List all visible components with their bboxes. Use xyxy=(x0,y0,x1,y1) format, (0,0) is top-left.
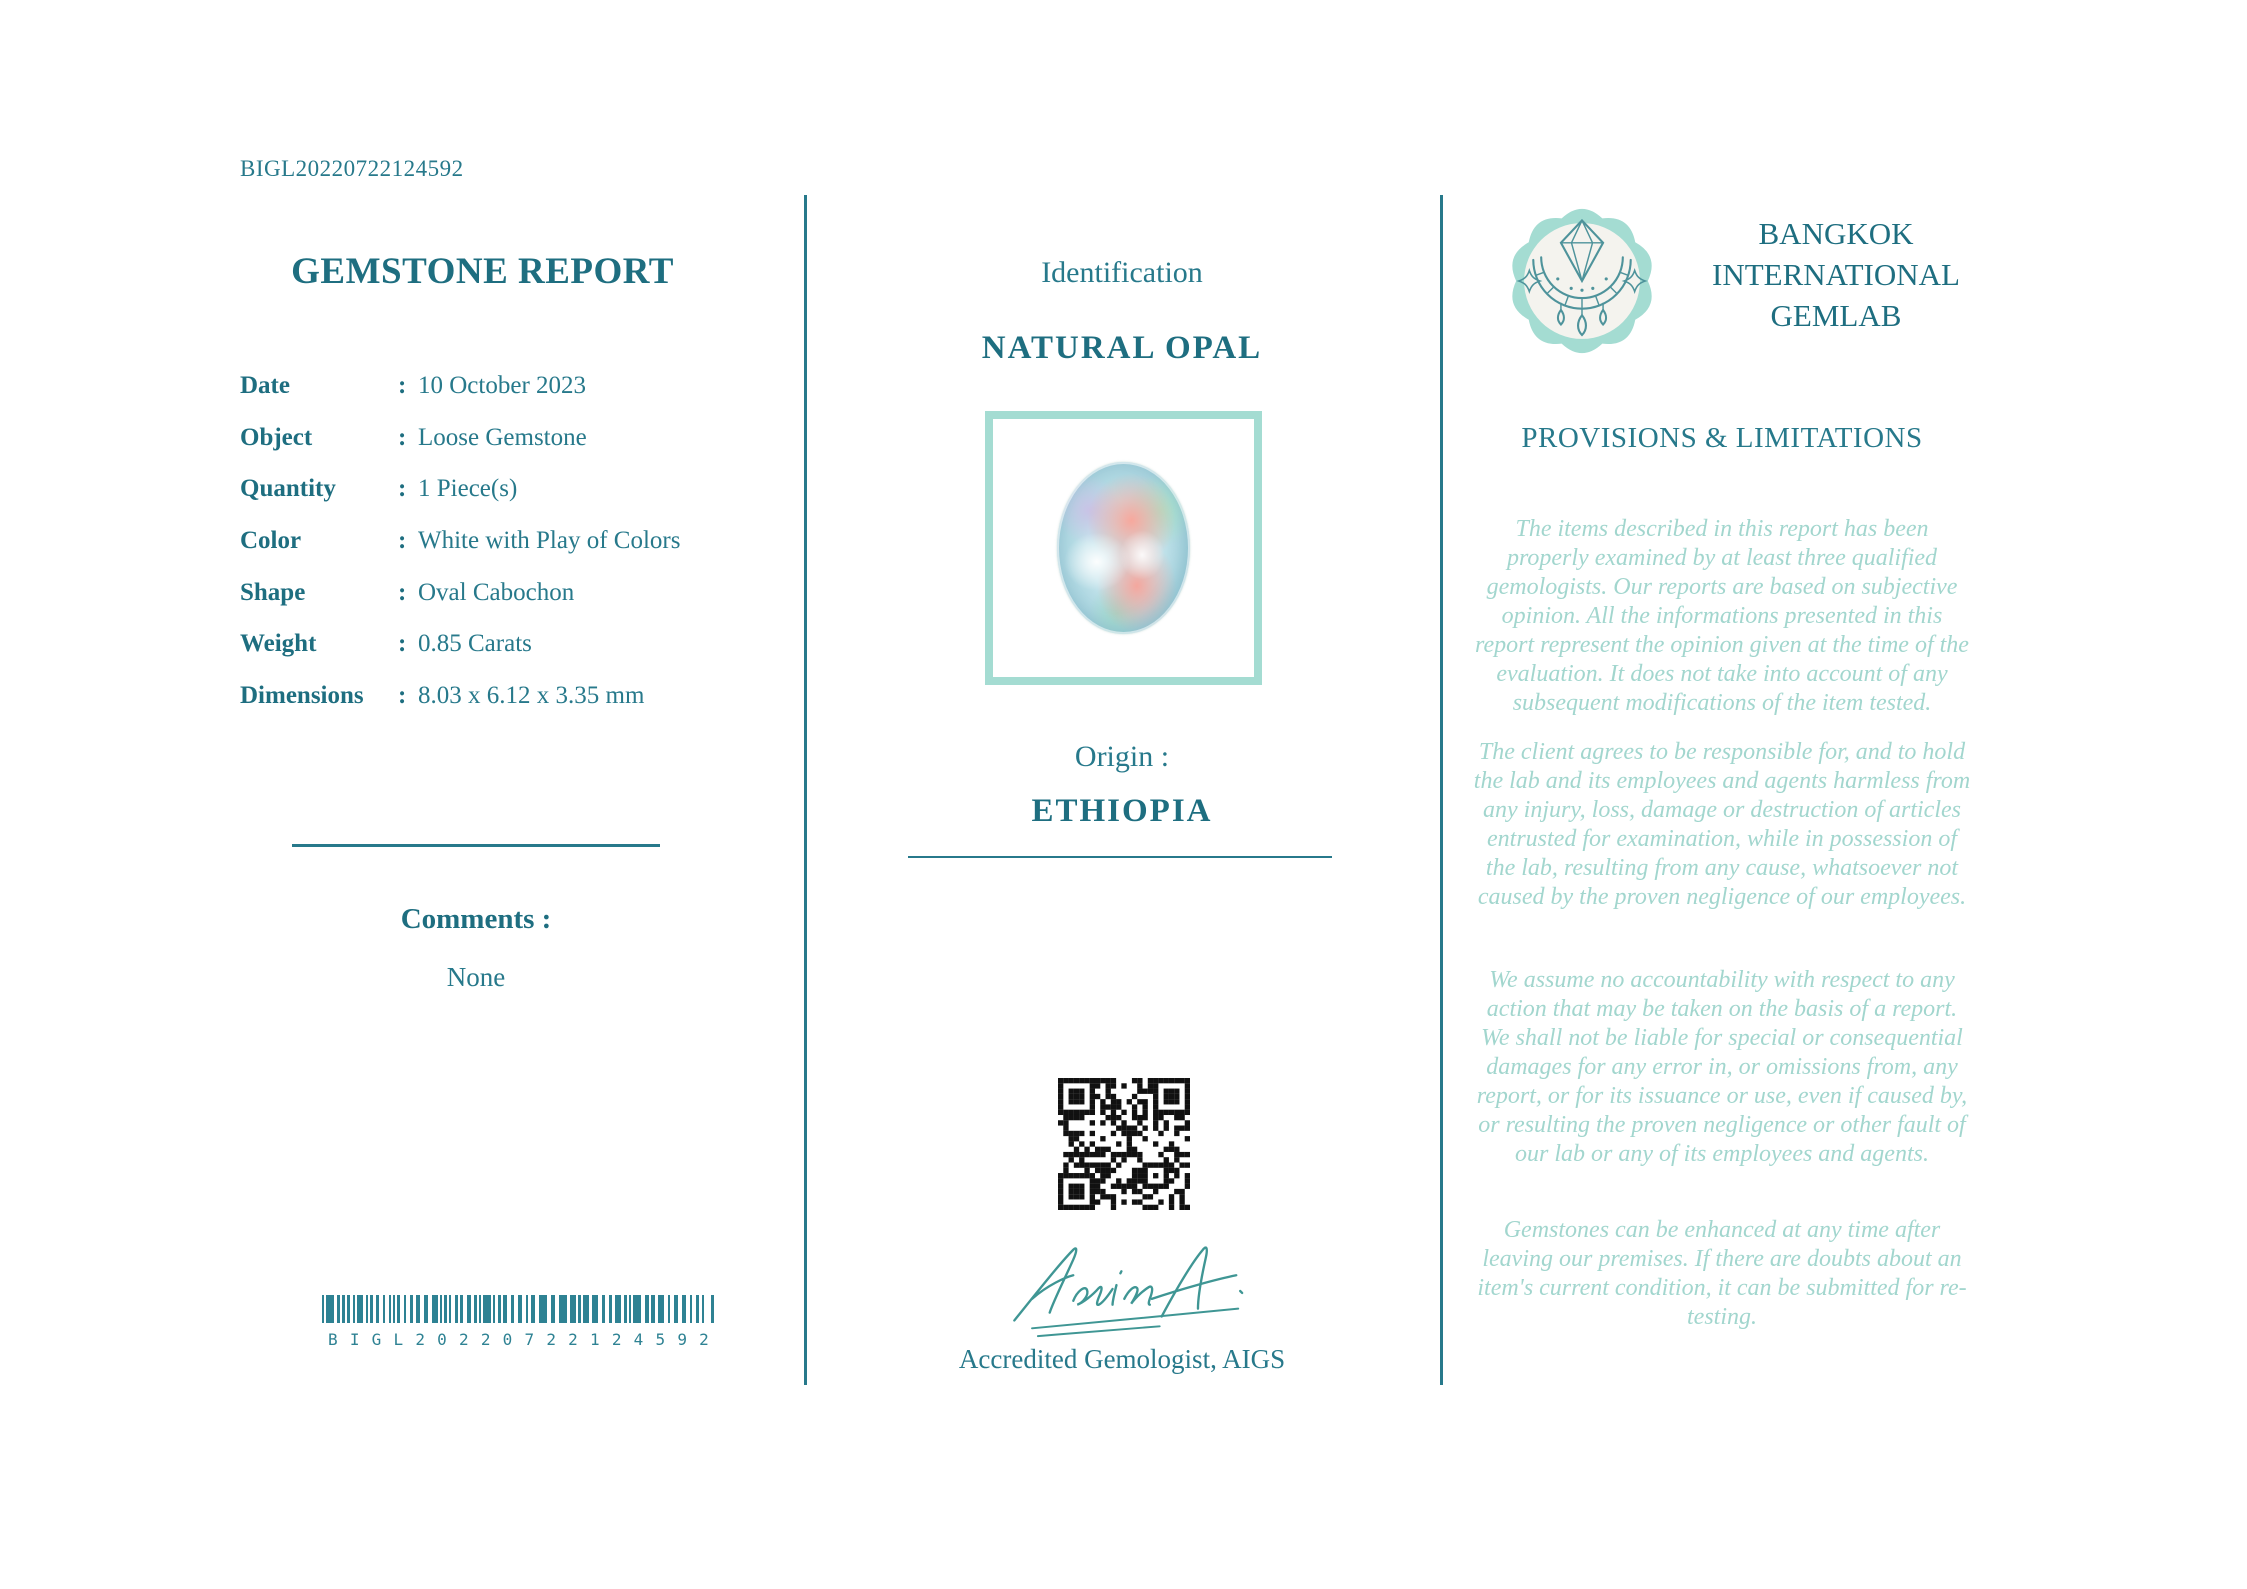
provisions-paragraph: The items described in this report has been properly examined by at least three qualified gemologists. Our reports are based on subjective opinion. All the informations presented in this report represent the opinion given at the time of the evaluation. It does not take into account of any subsequent modifications of the item tested. xyxy=(1475,516,1969,716)
opal-cabochon-photo xyxy=(1057,462,1190,634)
field-label: Quantity xyxy=(240,475,336,503)
qr-code-icon xyxy=(1058,1078,1190,1210)
identification-result: NATURAL OPAL xyxy=(981,330,1263,366)
field-label: Object xyxy=(240,423,313,451)
gem-details-table xyxy=(240,372,800,734)
field-label: Dimensions xyxy=(240,682,364,710)
signatory-title: Accredited Gemologist, AIGS xyxy=(958,1344,1286,1374)
origin-heading: Origin : xyxy=(1074,740,1170,773)
field-colon: : xyxy=(398,630,407,658)
field-label: Date xyxy=(240,372,290,399)
comments-heading: Comments : xyxy=(400,903,552,935)
provisions-heading: PROVISIONS & LIMITATIONS xyxy=(1521,422,1923,454)
field-row-dimensions xyxy=(240,682,800,734)
field-row-date xyxy=(240,372,800,424)
identification-heading: Identification xyxy=(1041,256,1203,289)
field-colon: : xyxy=(398,423,407,451)
field-colon: : xyxy=(398,578,407,606)
barcode xyxy=(322,1295,721,1349)
field-colon: : xyxy=(398,682,407,710)
signature-name xyxy=(0,0,1,1)
field-value: 10 October 2023 xyxy=(418,372,587,399)
field-colon: : xyxy=(398,527,407,555)
barcode-svg xyxy=(322,1295,714,1323)
field-label: Weight xyxy=(240,630,317,658)
field-row-color xyxy=(240,527,800,579)
field-row-quantity xyxy=(240,475,800,527)
provisions-paragraph: Gemstones can be enhanced at any time after leaving our premises. If there are doubts about an item's current condition, it can be submitted for re-testing. xyxy=(1477,1217,1967,1330)
gem-photo-frame xyxy=(985,411,1262,685)
comments-value: None xyxy=(446,962,506,992)
lab-name: BANGKOK INTERNATIONAL GEMLAB xyxy=(1712,216,1960,333)
page-title: GEMSTONE REPORT xyxy=(291,251,674,292)
lab-seal-icon xyxy=(1503,202,1661,360)
field-row-object xyxy=(240,424,800,476)
field-label: Shape xyxy=(240,578,306,606)
field-row-shape xyxy=(240,579,800,631)
field-colon: : xyxy=(398,475,407,503)
origin-value: ETHIOPIA xyxy=(1031,793,1213,829)
column-divider-right xyxy=(1440,195,1443,1385)
origin-divider xyxy=(908,856,1332,858)
column-divider-left xyxy=(804,195,807,1385)
field-value: Oval Cabochon xyxy=(418,578,575,606)
report-number: BIGL20220722124592 xyxy=(240,156,464,181)
field-value: 1 Piece(s) xyxy=(418,475,518,503)
provisions-paragraph: The client agrees to be responsible for, and to hold the lab and its employees and agents harmless from any injury, loss, damage or destruction of articles entrusted for examination, while in possession of the lab, resulting from any cause, whatsoever not caused by the proven negligence of our employees. xyxy=(1473,739,1971,910)
provisions-paragraph: We assume no accountability with respect to any action that may be taken on the basis of a report. We shall not be liable for special or consequential damages for any error in, or omissions from, any report, or for its issuance or use, even if caused by, or resulting the proven negligence or other fault of our lab or any of its employees and agents. xyxy=(1476,967,1968,1167)
field-value: Loose Gemstone xyxy=(418,423,587,451)
field-value: White with Play of Colors xyxy=(418,527,681,555)
field-label: Color xyxy=(240,527,302,555)
field-value: 8.03 x 6.12 x 3.35 mm xyxy=(418,682,645,710)
barcode-text: BIGL20220722124592 xyxy=(328,1330,721,1349)
comments-divider xyxy=(292,844,660,847)
field-value: 0.85 Carats xyxy=(418,630,532,658)
field-row-weight xyxy=(240,630,800,682)
field-colon: : xyxy=(398,372,407,399)
signature-icon xyxy=(1002,1236,1282,1344)
